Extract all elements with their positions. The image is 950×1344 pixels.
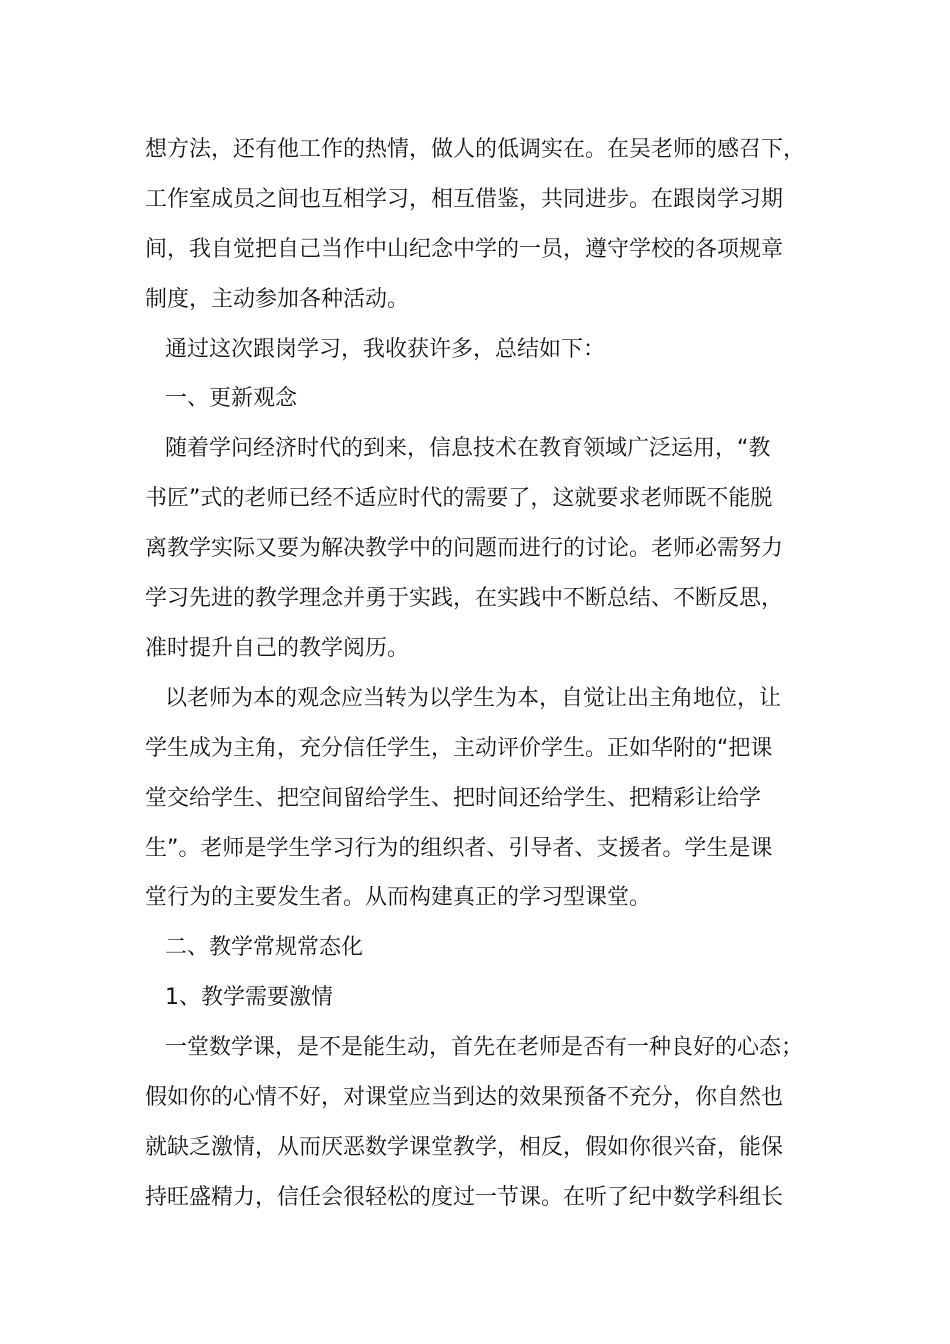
text-line: 堂行为的主要发生者。从而构建真正的学习型课堂。 — [145, 885, 652, 910]
text-line: 学习先进的教学理念并勇于实践，在实践中不断总结、不断反思， — [145, 586, 784, 611]
text-line: 想方法，还有他工作的热情，做人的低调实在。在吴老师的感召下， — [145, 137, 806, 162]
text-line: 假如你的心情不好，对课堂应当到达的效果预备不充分，你自然也 — [145, 1085, 784, 1110]
text-line: 堂交给学生、把空间留给学生、把时间还给学生、把精彩让给学 — [145, 786, 762, 811]
text-line: 通过这次跟岗学习，我收获许多，总结如下： — [165, 337, 606, 362]
text-line: 间，我自觉把自己当作中山纪念中学的一员，遵守学校的各项规章 — [145, 237, 784, 262]
text-line: 离教学实际又要为解决教学中的问题而进行的讨论。老师必需努力 — [145, 536, 784, 561]
text-line: 工作室成员之间也互相学习，相互借鉴，共同进步。在跟岗学习期 — [145, 187, 784, 212]
text-line: 学生成为主角，充分信任学生，主动评价学生。正如华附的“把课 — [145, 736, 773, 761]
text-line: 一堂数学课，是不是能生动，首先在老师是否有一种良好的心态； — [165, 1035, 804, 1060]
text-line: 随着学问经济时代的到来，信息技术在教育领域广泛运用，“教 — [165, 436, 771, 461]
text-line: 制度，主动参加各种活动。 — [145, 287, 410, 312]
text-line: 生”。老师是学生学习行为的组织者、引导者、支援者。学生是课 — [145, 836, 773, 861]
text-line: 准时提升自己的教学阅历。 — [145, 636, 410, 661]
subsection-heading: 1、教学需要激情 — [165, 985, 333, 1010]
section-heading: 二、教学常规常态化 — [165, 935, 364, 960]
text-line: 持旺盛精力，信任会很轻松的度过一节课。在听了纪中数学科组长 — [145, 1185, 784, 1210]
text-line: 以老师为本的观念应当转为以学生为本，自觉让出主角地位，让 — [165, 686, 782, 711]
text-line: 书匠”式的老师已经不适应时代的需要了，这就要求老师既不能脱 — [145, 486, 773, 511]
text-line: 就缺乏激情，从而厌恶数学课堂教学，相反，假如你很兴奋，能保 — [145, 1135, 784, 1160]
section-heading: 一、更新观念 — [165, 386, 298, 411]
